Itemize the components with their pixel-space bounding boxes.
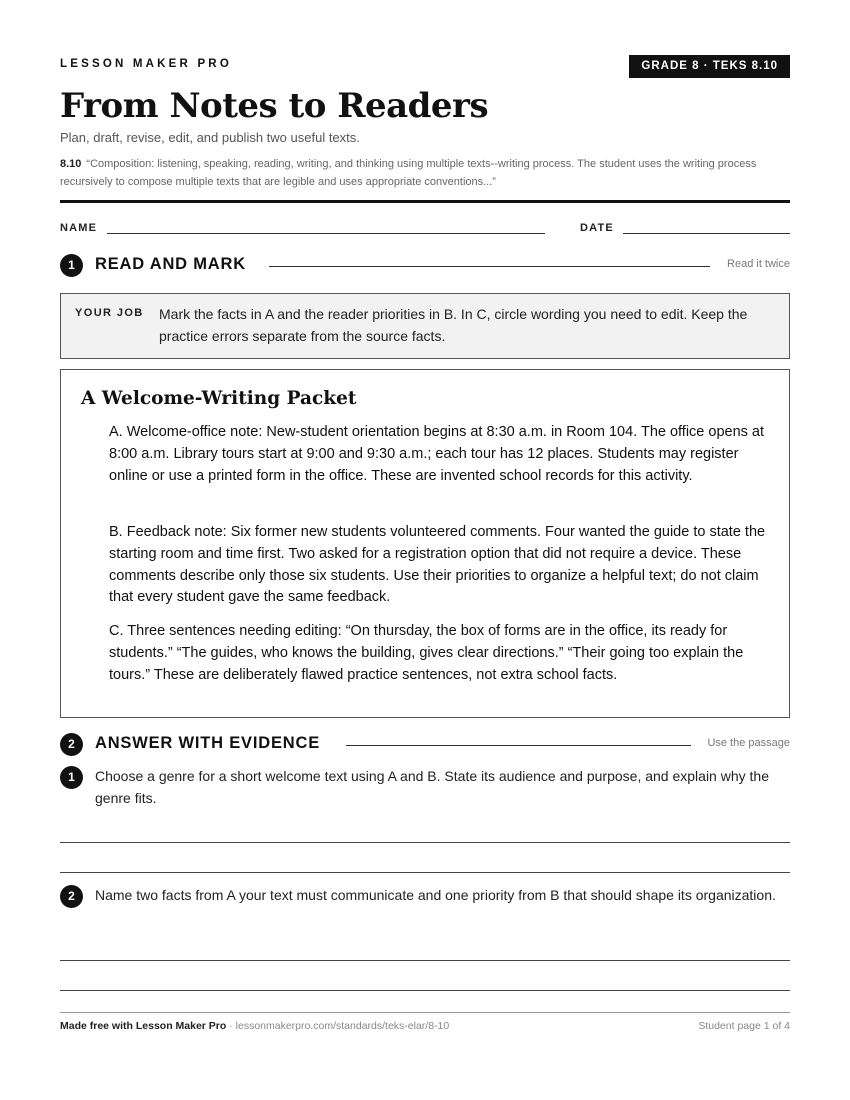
header-divider: [60, 200, 790, 203]
answer-line[interactable]: [60, 960, 790, 961]
worksheet-page: [60, 0, 790, 1100]
standard-text: “Composition: listening, speaking, reading, writing, and thinking using multiple texts--writing process. The student uses the writing process recursively to compose multiple texts that are legible and uses appropriate conventions...”: [60, 158, 757, 188]
footer-made-with: Made free with Lesson Maker Pro: [60, 1020, 227, 1032]
section-rule: [269, 266, 710, 267]
passage-title: A Welcome-Writing Packet: [81, 388, 357, 409]
answer-line[interactable]: [60, 990, 790, 991]
passage-paragraph-b: B. Feedback note: Six former new students volunteered comments. Four wanted the guide to state the starting room and time first. Two asked for a registration option that did not require a device. These comments describe only those six students. Use their priorities to organize a helpful text; do not claim that every student gave the same feedback.: [109, 524, 766, 606]
section-title: ANSWER WITH EVIDENCE: [95, 734, 321, 752]
section-header-answer-with-evidence: [60, 733, 790, 757]
passage-box: [60, 369, 790, 718]
name-field[interactable]: [107, 233, 545, 234]
page-indicator: Student page 1 of 4: [698, 1020, 790, 1032]
section-number-badge: 1: [60, 254, 83, 277]
footer-credit: [60, 1020, 449, 1032]
section-title: READ AND MARK: [95, 255, 246, 273]
question-number-badge: 1: [60, 766, 83, 789]
your-job-box: [60, 293, 790, 359]
question-number-badge: 2: [60, 885, 83, 908]
section-note: Use the passage: [707, 737, 790, 749]
section-note: Read it twice: [727, 258, 790, 270]
job-label: YOUR JOB: [75, 307, 144, 319]
standard-code: 8.10: [60, 158, 82, 170]
question-text: Choose a genre for a short welcome text using A and B. State its audience and purpose, and explain why the genre fits.: [95, 768, 769, 806]
page-title: From Notes to Readers: [60, 86, 489, 126]
grade-badge: GRADE 8 · TEKS 8.10: [629, 55, 790, 78]
section-number-badge: 2: [60, 733, 83, 756]
date-label: DATE: [580, 222, 614, 234]
passage-paragraph-c: C. Three sentences needing editing: “On thursday, the box of forms are in the office, its ready for students.” “The guides, who knows the building, gives clear directions.” “Their going too explain the tours.” These are deliberately flawed practice sentences, not extra school facts.: [109, 623, 744, 683]
question-text: Name two facts from A your text must communicate and one priority from B that should shape its organization.: [95, 887, 776, 903]
passage-paragraph-a: A. Welcome-office note: New-student orientation begins at 8:30 a.m. in Room 104. The office opens at 8:00 a.m. Library tours start at 9:00 and 9:30 a.m.; each tour has 12 places. Students may register online or use a printed form in the office. These are invented school records for this activity.: [109, 424, 765, 484]
footer-divider: [60, 1012, 790, 1013]
date-field[interactable]: [623, 233, 790, 234]
section-rule: [346, 745, 691, 746]
answer-line[interactable]: [60, 842, 790, 843]
brand-name: LESSON MAKER PRO: [60, 58, 232, 70]
standard-statement: [60, 155, 795, 191]
section-header-read-and-mark: [60, 254, 790, 278]
page-subtitle: Plan, draft, revise, edit, and publish two useful texts.: [60, 130, 360, 145]
name-label: NAME: [60, 222, 98, 234]
footer-url: · lessonmakerpro.com/standards/teks-elar/8-10: [226, 1020, 450, 1032]
answer-line[interactable]: [60, 872, 790, 873]
job-instructions: Mark the facts in A and the reader priorities in B. In C, circle wording you need to edit. Keep the practice errors separate from the source facts.: [159, 306, 748, 344]
